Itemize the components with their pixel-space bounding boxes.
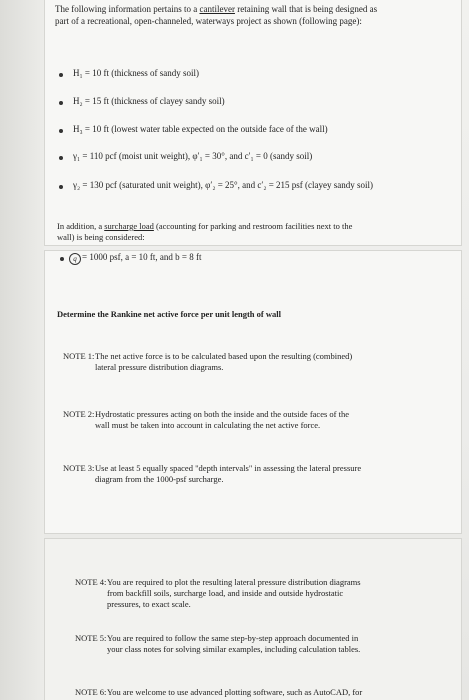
note-2: NOTE 2:Hydrostatic pressures acting on both the inside and the outside faces of the wall must be taken into account in calculating the net active force. xyxy=(63,409,349,430)
bullet-h3: H₃ = 10 ft (lowest water table expected on the outside face of the wall) xyxy=(73,124,328,134)
note-3: NOTE 3:Use at least 5 equally spaced "depth intervals" in assessing the lateral pressure diagram from the 1000-psf surcharge. xyxy=(63,463,362,484)
note-5: NOTE 5:You are required to follow the same step-by-step approach documented in your class notes for solving similar examples, including calculation tables. xyxy=(75,633,361,654)
requirements-section xyxy=(44,538,462,700)
bullet-h1: H₁ = 10 ft (thickness of sandy soil) xyxy=(73,68,199,78)
note-4: NOTE 4:You are required to plot the resulting lateral pressure distribution diagrams from backfill soils, surcharge load, and inside and outside hydrostatic pressures, to exact scale. xyxy=(75,577,361,609)
q-circle-icon: q xyxy=(69,253,81,265)
bullet-icon xyxy=(60,257,64,261)
task-section xyxy=(44,221,462,534)
bullet-soil-1: γ₁ = 110 pcf (moist unit weight), φ′₁ = 30°, and c′₁ = 0 (sandy soil) xyxy=(73,151,313,161)
bullet-icon xyxy=(59,185,63,189)
surcharge-intro-line-1: In addition, a surcharge load (accounting for parking and restroom facilities next to the xyxy=(57,221,353,231)
note-6: NOTE 6:You are welcome to use advanced plotting software, such as AutoCAD, for xyxy=(75,687,363,697)
bullet-h2: H₂ = 15 ft (thickness of clayey sandy soil) xyxy=(73,96,225,106)
bullet-icon xyxy=(59,101,63,105)
intro-line-2: part of a recreational, open-channeled, waterways project as shown (following page): xyxy=(55,16,362,26)
task-statement: Determine the Rankine net active force per unit length of wall xyxy=(57,309,281,319)
given-data-section xyxy=(44,0,462,246)
surcharge-intro-line-2: wall) is being considered: xyxy=(57,232,145,242)
surcharge-bullet: q = 1000 psf, a = 10 ft, and b = 8 ft xyxy=(69,252,201,265)
bullet-icon xyxy=(59,156,63,160)
page-shadow xyxy=(0,0,44,700)
intro-line-1: The following information pertains to a cantilever retaining wall that is being designed as xyxy=(55,4,378,14)
bullet-icon xyxy=(59,73,63,77)
note-1: NOTE 1:The net active force is to be calculated based upon the resulting (combined) lateral pressure distribution diagrams. xyxy=(63,351,353,372)
bullet-soil-2: γ₂ = 130 pcf (saturated unit weight), φ′₂ = 25°, and c′₂ = 215 psf (clayey sandy soil) xyxy=(73,180,374,190)
bullet-icon xyxy=(59,129,63,133)
